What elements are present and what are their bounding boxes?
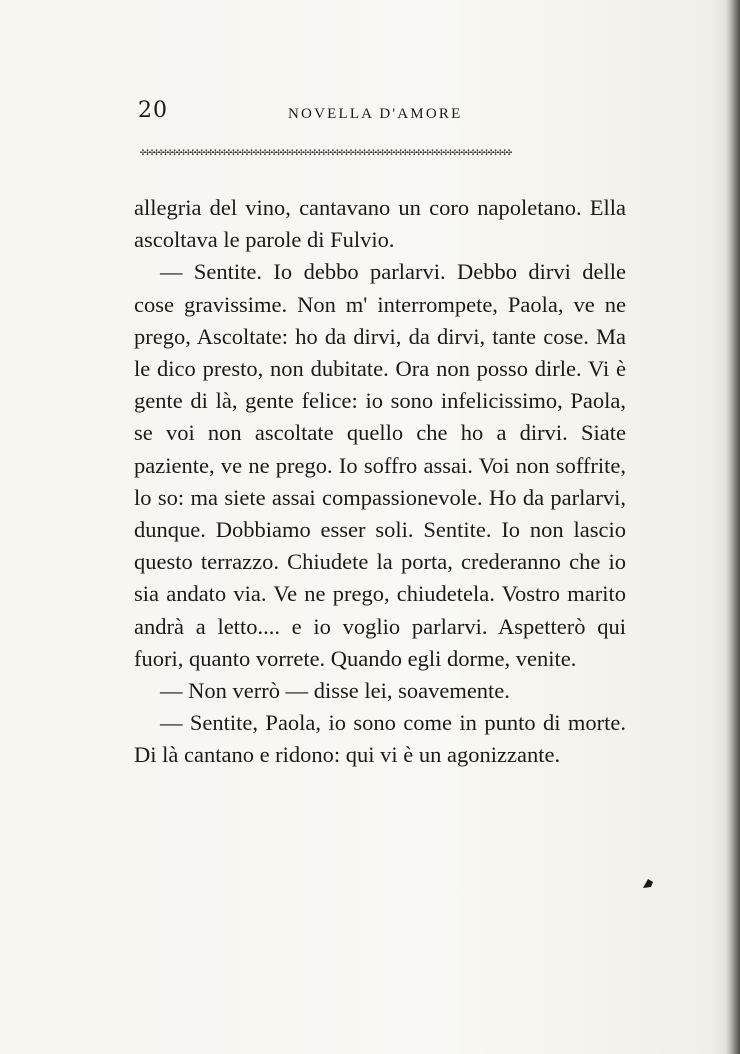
running-title: NOVELLA D'AMORE <box>288 106 463 122</box>
page-number: 20 <box>138 98 168 123</box>
paragraph: — Sentite, Paola, io sono come in punto di morte. Di là cantano e ridono: qui vi è un agonizzante. <box>134 710 626 768</box>
paragraph: allegria del vino, cantavano un coro napoletano. Ella ascoltava le parole di Fulvio. <box>134 195 626 253</box>
paragraph: — Non verrò — disse lei, soavemente. <box>160 678 510 704</box>
ink-blot-mark <box>640 876 656 892</box>
body-text <box>134 192 626 772</box>
paragraph: — Sentite. Io debbo parlarvi. Debbo dirvi delle cose gravissime. Non m' interrompete, Paola, ve ne prego, Ascoltate: ho da dirvi, da dirvi, tante cose. Ma le dico presto, non dubitate. Ora non posso dirle. Vi è gente di là, gente felice: io sono infelicissimo, Paola, se voi non ascoltate quello che ho a dirvi. Siate paziente, ve ne prego. Io soffro assai. Voi non soffrite, lo so: ma siete assai compassionevole. Ho da parlarvi, dunque. Dobbiamo esser soli. Sentite. Io non lascio questo terrazzo. Chiudete la porta, crederanno che io sia andato via. Ve ne prego, chiudetela. Vostro marito andrà a letto.... e io voglio parlarvi. Aspetterò qui fuori, quanto vorrete. Quando egli dorme, venite. <box>134 259 626 671</box>
ornamental-rule: ✣✣✣✣✣✣✣✣✣✣✣✣✣✣✣✣✣✣✣✣✣✣✣✣✣✣✣✣✣✣✣✣✣✣✣✣✣✣✣✣✣✣✣✣✣✣✣✣✣✣✣✣✣✣✣✣✣✣✣✣✣✣✣✣✣✣✣✣✣✣✣✣✣✣✣✣✣✣✣✣✣✣ <box>140 147 511 158</box>
page-edge-shadow <box>726 0 740 1054</box>
page-header <box>138 98 618 128</box>
